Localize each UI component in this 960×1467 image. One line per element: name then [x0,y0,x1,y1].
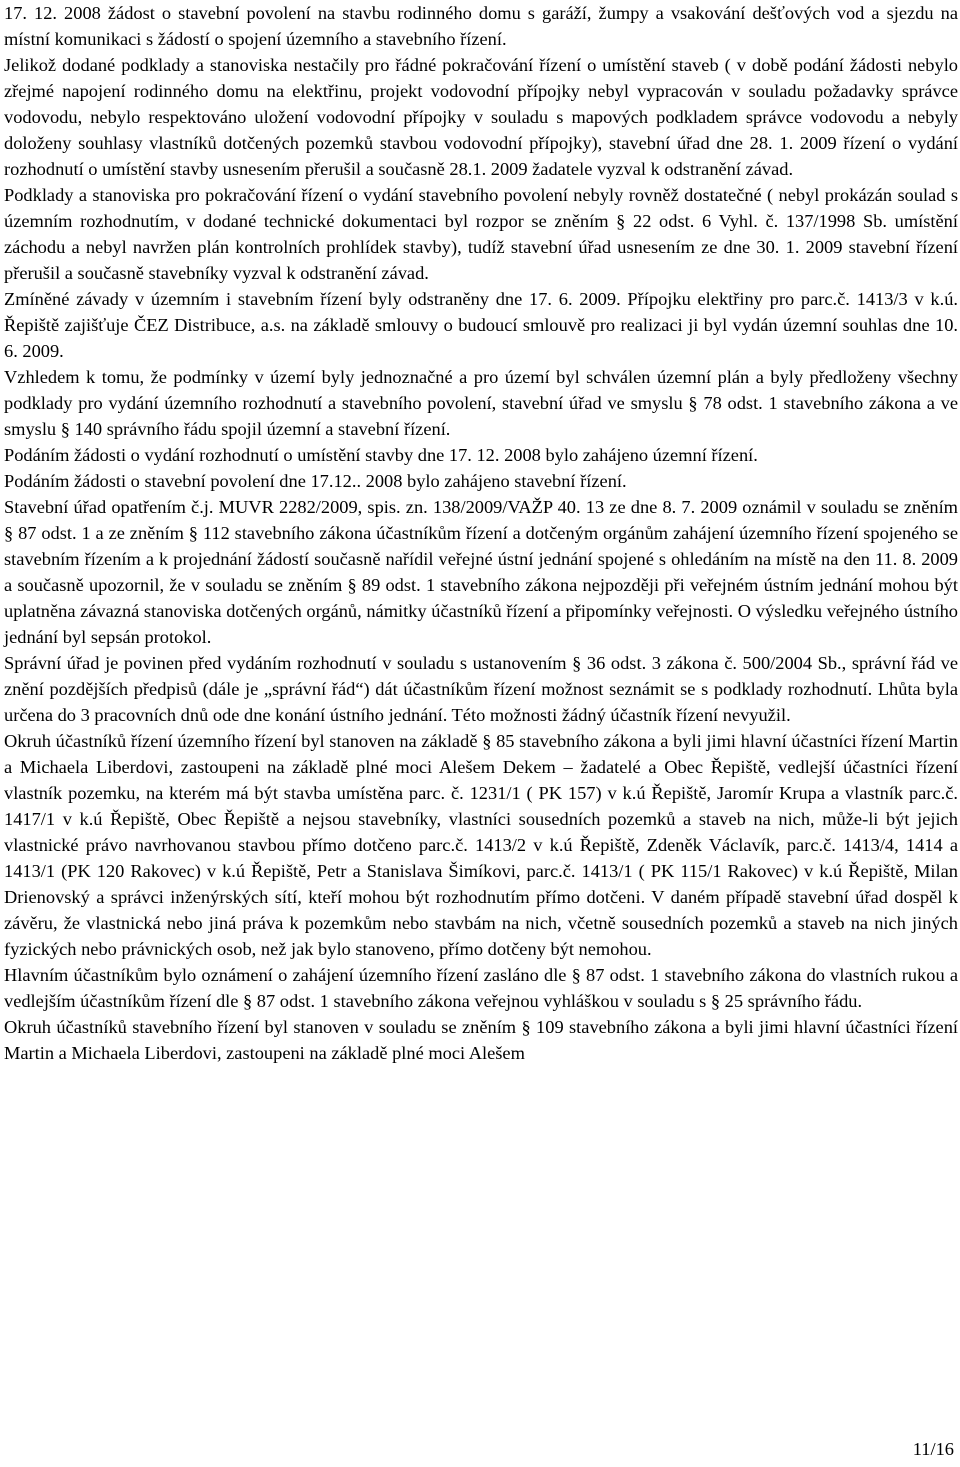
paragraph: Okruh účastníků stavebního řízení byl stanoven v souladu se zněním § 109 stavebního zákona a byli jimi hlavní účastníci řízení Martin a Michaela Liberdovi, zastoupeni na základě plné moci Alešem [4,1017,958,1063]
paragraph: Podklady a stanoviska pro pokračování řízení o vydání stavebního povolení nebyly rovněž dostatečné ( nebyl prokázán soulad s územním rozhodnutím, v dodané technické dokumentaci byl rozpor se zněním § 22 odst. 6 Vyhl. č. 137/1998 Sb. umístění záchodu a nebyl navržen plán kontrolních prohlídek stavby), tudíž stavební úřad usnesením ze dne 30. 1. 2009 stavební řízení přerušil a současně stavebníky vyzval k odstranění závad. [4,185,958,283]
paragraph: Hlavním účastníkům bylo oznámení o zahájení územního řízení zasláno dle § 87 odst. 1 stavebního zákona do vlastních rukou a vedlejším účastníkům řízení dle § 87 odst. 1 stavebního zákona veřejnou vyhláškou v souladu s § 25 správního řádu. [4,965,958,1011]
paragraph: Jelikož dodané podklady a stanoviska nestačily pro řádné pokračování řízení o umístění staveb ( v době podání žádosti nebylo zřejmé napojení rodinného domu na elektřinu, projekt vodovodní přípojky nebyl vypracován v souladu požadavky správce vodovodu, nebylo respektováno uložení vodovodní přípojky v souladu s mapových podkladem správce vodovodu a nebyly doloženy souhlasy vlastníků dotčených pozemků stavbou vodovodní přípojky), stavební úřad dne 28. 1. 2009 řízení o vydání rozhodnutí o umístění stavby usnesením přerušil a současně 28.1. 2009 žadatele vyzval k odstranění závad. [4,55,958,179]
paragraph: Podáním žádosti o stavební povolení dne 17.12.. 2008 bylo zahájeno stavební řízení. [4,471,627,491]
paragraph: Okruh účastníků řízení územního řízení byl stanoven na základě § 85 stavebního zákona a byli jimi hlavní účastníci řízení Martin a Michaela Liberdovi, zastoupeni na základě plné moci Alešem Dekem – žadatelé a Obec Řepiště, vedlejší účastníci řízení vlastník pozemku, na kterém má být stavba umístěna parc. č. 1231/1 ( PK 157) v k.ú Řepiště, Jaromír Krupa a vlastník parc.č. 1417/1 v k.ú Řepiště, Obec Řepiště a nejsou stavebníky, vlastníci sousedních pozemků a staveb na nich, může-li být jejich vlastnické právo navrhovanou stavbou přímo dotčeno parc.č. 1413/2 v k.ú Řepiště, Zdeněk Václavík, parc.č. 1413/4, 1414 a 1413/1 (PK 120 Rakovec) v k.ú Řepiště, Petr a Stanislava Šimíkovi, parc.č. 1413/1 ( PK 115/1 Rakovec) v k.ú Řepiště, Milan Drienovský a správci inženýrských sítí, kteří mohou být rozhodnutím přímo dotčeni. V daném případě stavební úřad dospěl k závěru, že vlastnická nebo jiná práva k pozemkům nebo stavbám na nich, včetně sousedních pozemků a staveb na nich jiných fyzických nebo právnických osob, než jak bylo stanoveno, přímo dotčeny být nemohou. [4,731,958,959]
document-body [4,0,958,1066]
paragraph: Vzhledem k tomu, že podmínky v území byly jednoznačné a pro území byl schválen územní plán a byly předloženy všechny podklady pro vydání územního rozhodnutí a stavebního povolení, stavební úřad ve smyslu § 78 odst. 1 stavebního zákona a ve smyslu § 140 správního řádu spojil územní a stavební řízení. [4,367,958,439]
page-number: 11/16 [912,1439,954,1459]
paragraph: Zmíněné závady v územním i stavebním řízení byly odstraněny dne 17. 6. 2009. Přípojku elektřiny pro parc.č. 1413/3 v k.ú. Řepiště zajišťuje ČEZ Distribuce, a.s. na základě smlouvy o budoucí smlouvě pro realizaci ji byl vydán územní souhlas dne 10. 6. 2009. [4,289,958,361]
paragraph: Stavební úřad opatřením č.j. MUVR 2282/2009, spis. zn. 138/2009/VAŽP 40. 13 ze dne 8. 7. 2009 oznámil v souladu se zněním § 87 odst. 1 a ze zněním § 112 stavebního zákona účastníkům řízení a dotčeným orgánům zahájení územního řízení spojeného se stavebním řízením a k projednání žádostí současně nařídil veřejné ústní jednání spojené s ohledáním na místě na den 11. 8. 2009 a současně upozornil, že v souladu se zněním § 89 odst. 1 stavebního zákona nejpozději při veřejném ústním jednání mohou být uplatněna závazná stanoviska dotčených orgánů, námitky účastníků řízení a připomínky veřejnosti. O výsledku veřejného ústního jednání byl sepsán protokol. [4,497,958,647]
paragraph: 17. 12. 2008 žádost o stavební povolení na stavbu rodinného domu s garáží, žumpy a vsakování dešťových vod a sjezdu na místní komunikaci s žádostí o spojení územního a stavebního řízení. [4,3,958,49]
paragraph: Správní úřad je povinen před vydáním rozhodnutí v souladu s ustanovením § 36 odst. 3 zákona č. 500/2004 Sb., správní řád ve znění pozdějších předpisů (dále je „správní řád“) dát účastníkům řízení možnost seznámit se s podklady rozhodnutí. Lhůta byla určena do 3 pracovních dnů ode dne konání ústního jednání. Této možnosti žádný účastník řízení nevyužil. [4,653,958,725]
paragraph: Podáním žádosti o vydání rozhodnutí o umístění stavby dne 17. 12. 2008 bylo zahájeno územní řízení. [4,445,758,465]
